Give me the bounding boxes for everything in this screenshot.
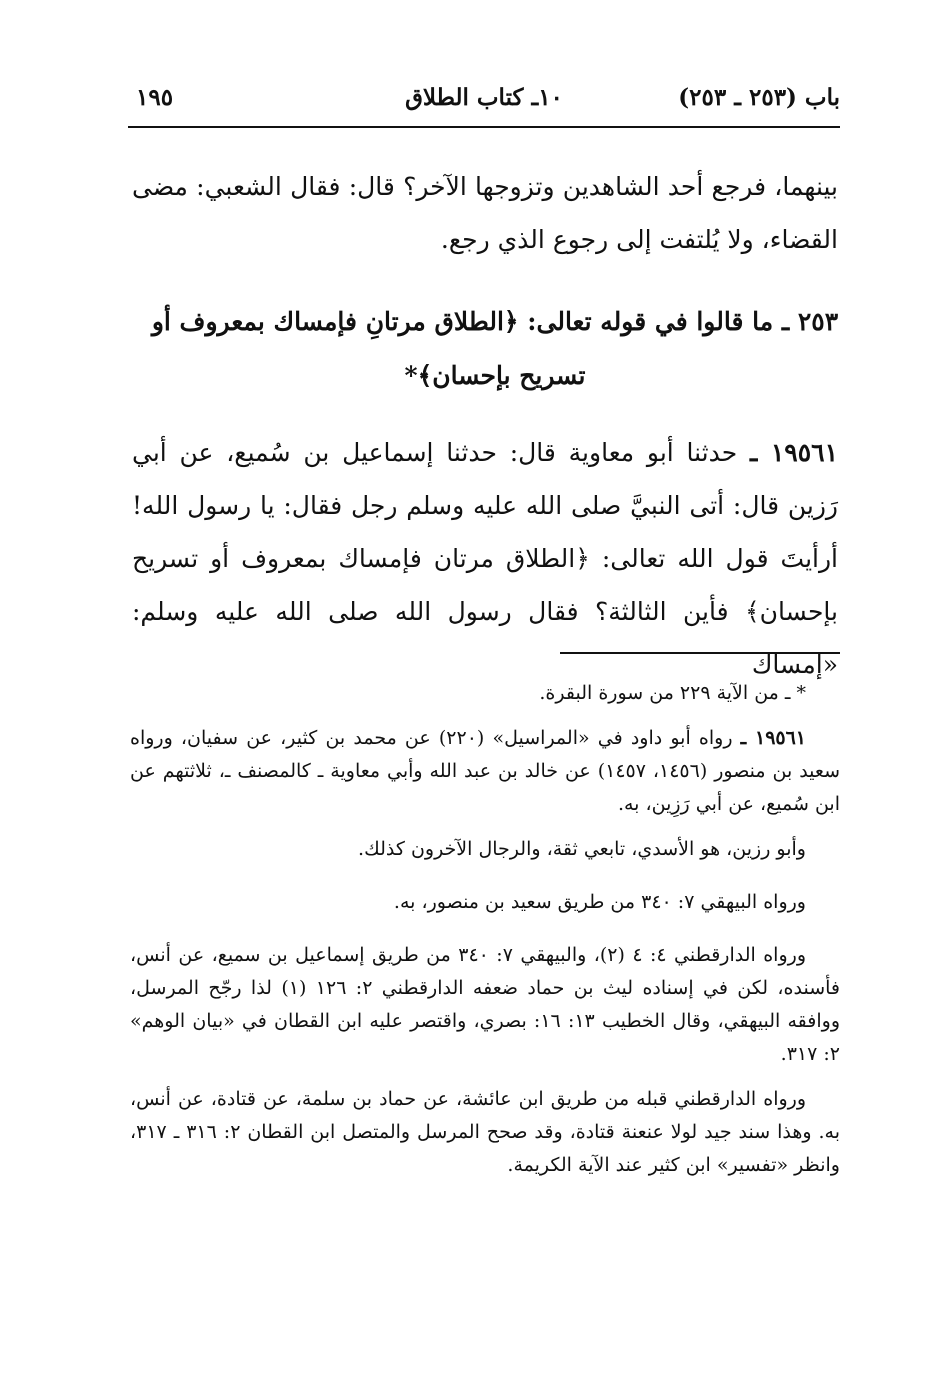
footnote-1-text: رواه أبو داود في «المراسيل» (٢٢٠) عن محمد بن كثير، عن سفيان، ورواه سعيد بن منصور (١٤٥٦، ١٤٥٧) عن خالد بن عبد الله وأبي معاوية ـ كالمصنف ـ، ثلاثتهم عن ابن سُميع، عن أبي رَزِين، به.: [130, 727, 841, 815]
footnote-2: وأبو رزين، هو الأسدي، تابعي ثقة، والرجال الآخرون كذلك.: [358, 838, 806, 860]
section-heading-line-2: تسريح بإحسان﴾*: [404, 361, 586, 390]
intro-paragraph: بينهما، فرجع أحد الشاهدين وتزوجها الآخر؟ قال: فقال الشعبي: مضى القضاء، ولا يُلتفت إلى رجوع الذي رجع.: [132, 172, 838, 254]
hadith-text: حدثنا أبو معاوية قال: حدثنا إسماعيل بن سُميع، عن أبي رَزين قال: أتى النبيَّ صلى الله عليه وسلم رجل فقال: يا رسول الله! أرأيتَ قول الله تعالى: ﴿الطلاق مرتان فإمساك بمعروف أو تسريح بإحسان﴾ فأين الثالثة؟ فقال رسول الله صلى الله عليه وسلم: «إمساك: [132, 438, 838, 679]
footnote-4: ورواه الدارقطني ٤: ٤ (٢)، والبيهقي ٧: ٣٤٠ من طريق إسماعيل بن سميع، عن أنس، فأسنده، لكن في إسناده ليث بن حماد ضعفه الدارقطني ٢: ١٢٦ (١) لذا رجّح المرسل، ووافقه البيهقي، وقال الخطيب ١٣: ١٦: بصري، واقتصر عليه ابن القطان في «بيان الوهم» ٢: ٣١٧.: [130, 944, 840, 1065]
section-heading: [150, 295, 840, 403]
footnote-5: ورواه الدارقطني قبله من طريق ابن عائشة، عن حماد بن سلمة، عن قتادة، عن أنس، به. وهذا سند جيد لولا عنعنة قتادة، وقد صحح المرسل والمتصل ابن القطان ٢: ٣١٦ ـ ٣١٧، وانظر «تفسير» ابن كثير عند الآية الكريمة.: [130, 1088, 840, 1176]
footnote-rule: [560, 652, 840, 654]
footnote-star: * ـ من الآية ٢٢٩ من سورة البقرة.: [539, 682, 806, 704]
hadith-number: ١٩٥٦١ ـ: [750, 438, 838, 467]
footnote-number: ١٩٥٦١ ـ: [740, 727, 807, 749]
running-header: [128, 84, 840, 120]
footnote-3: ورواه البيهقي ٧: ٣٤٠ من طريق سعيد بن منصور، به.: [393, 891, 806, 913]
header-rule: [128, 126, 840, 128]
footnotes: [130, 677, 840, 1182]
section-heading-line-1: ٢٥٣ ـ ما قالوا في قوله تعالى: ﴿الطلاق مرتانِ فإمساك بمعروف أو: [151, 307, 839, 336]
page-number: ١٩٥: [136, 84, 174, 111]
footnote-1: [130, 722, 840, 821]
chapter-range: باب (٢٥٣ ـ ٢٥٣): [678, 84, 840, 111]
book-title: ١٠ـ كتاب الطلاق: [405, 84, 563, 111]
